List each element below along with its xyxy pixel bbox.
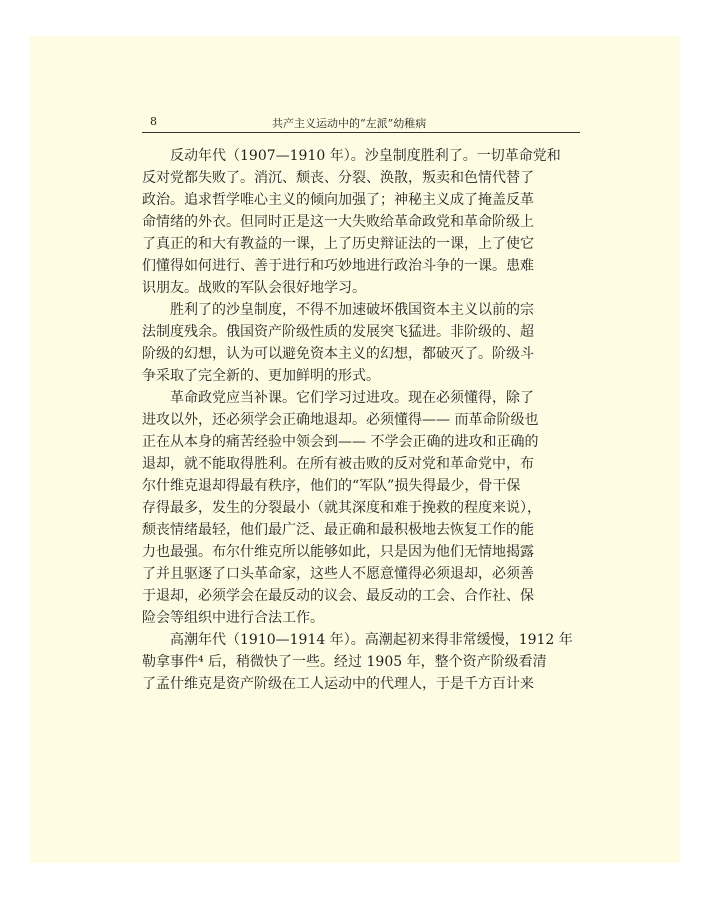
text-line: 险会等组织中进行合法工作。 xyxy=(142,610,324,626)
header-rule xyxy=(142,132,580,133)
paragraph xyxy=(142,629,579,695)
text-line: 了孟什维克是资产阶级在工人运动中的代理人，于是千方百计来 xyxy=(142,676,534,692)
text-line: 了并且驱逐了口头革命家，这些人不愿意懂得必须退却，必须善 xyxy=(142,566,534,582)
text-line: 于退却，必须学会在最反动的议会、最反动的工会、合作社、保 xyxy=(142,588,534,604)
text-line: 进攻以外，还必须学会正确地退却。必须懂得—— 而革命阶级也 xyxy=(142,412,539,428)
paragraph xyxy=(142,299,579,387)
text-line: 反对党都失败了。消沉、颓丧、分裂、涣散，叛卖和色情代替了 xyxy=(142,170,534,186)
paragraph xyxy=(142,145,579,299)
text-line: 存得最多，发生的分裂最小（就其深度和难于挽救的程度来说）， xyxy=(142,500,541,516)
text-line: 高潮年代（1910—1914 年）。高潮起初来得非常缓慢，1912 年 xyxy=(170,632,573,648)
text-line: 反动年代（1907—1910 年）。沙皇制度胜利了。一切革命党和 xyxy=(170,148,561,164)
text-line: 胜利了的沙皇制度，不得不加速破坏俄国资本主义以前的宗 xyxy=(170,302,534,318)
text-line: 革命政党应当补课。它们学习过进攻。现在必须懂得，除了 xyxy=(170,390,534,406)
text-line: 识朋友。战败的军队会很好地学习。 xyxy=(142,280,366,296)
text-line: 正在从本身的痛苦经验中领会到—— 不学会正确的进攻和正确的 xyxy=(142,434,539,450)
running-header xyxy=(110,112,610,134)
text-line: 法制度残余。俄国资产阶级性质的发展突飞猛进。非阶级的、超 xyxy=(142,324,534,340)
text-line: 力也最强。布尔什维克所以能够如此，只是因为他们无情地揭露 xyxy=(142,544,534,560)
text-line: 们懂得如何进行、善于进行和巧妙地进行政治斗争的一课。患难 xyxy=(142,258,534,274)
text-line: 尔什维克退却得最有秩序，他们的“军队”损失得最少，骨干保 xyxy=(142,478,521,494)
text-line: 争采取了完全新的、更加鲜明的形式。 xyxy=(142,368,380,384)
text-line: 阶级的幻想，认为可以避免资本主义的幻想，都破灭了。阶级斗 xyxy=(142,346,534,362)
text-line: 勒拿事件⁴ 后，稍微快了一些。经过 1905 年，整个资产阶级看清 xyxy=(142,654,547,670)
text-line: 退却，就不能取得胜利。在所有被击败的反对党和革命党中，布 xyxy=(142,456,534,472)
text-line: 命情绪的外衣。但同时正是这一大失败给革命政党和革命阶级上 xyxy=(142,214,534,230)
running-title: 共产主义运动中的“左派”幼稚病 xyxy=(272,117,427,130)
body-text xyxy=(142,145,579,695)
text-line: 政治。追求哲学唯心主义的倾向加强了；神秘主义成了掩盖反革 xyxy=(142,192,534,208)
page-number: 8 xyxy=(150,115,157,128)
paragraph xyxy=(142,387,579,629)
text-line: 颓丧情绪最轻，他们最广泛、最正确和最积极地去恢复工作的能 xyxy=(142,522,534,538)
text-line: 了真正的和大有教益的一课，上了历史辩证法的一课，上了使它 xyxy=(142,236,534,252)
